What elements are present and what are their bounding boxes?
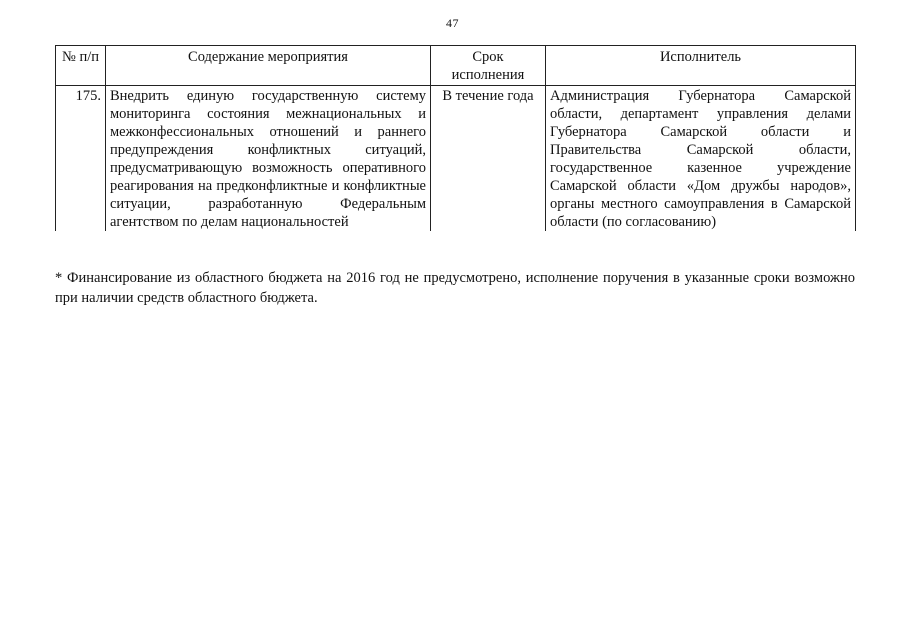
- header-number: № п/п: [56, 46, 106, 86]
- header-content: Содержание мероприятия: [106, 46, 431, 86]
- row-content: Внедрить единую государственную систему мониторинга состояния межнациональных и межконфессиональных отношений и раннего предупреждения конфликтных ситуаций, предусматривающую возможность оперативного реагирования на предконфликтные и конфликтные ситуации, разработанную Федеральным агентством по делам национальностей: [106, 86, 431, 232]
- table-header-row: [56, 46, 856, 86]
- table-row: [56, 86, 856, 232]
- page-number: 47: [446, 16, 459, 30]
- row-number: 175.: [56, 86, 106, 232]
- footnote: * Финансирование из областного бюджета на 2016 год не предусмотрено, исполнение поручения в указанные сроки возможно при наличии средств областного бюджета.: [55, 270, 855, 306]
- header-term: Срок исполнения: [431, 46, 546, 86]
- row-term: В течение года: [431, 86, 546, 232]
- measures-table: [55, 45, 856, 231]
- row-executor: Администрация Губернатора Самарской области, департамент управления делами Губернатора Самарской области и Правительства Самарской области, государственное казенное учреждение Самарской области «Дом дружбы народов», органы местного самоуправления в Самарской области (по согласованию): [546, 86, 856, 232]
- header-executor: Исполнитель: [546, 46, 856, 86]
